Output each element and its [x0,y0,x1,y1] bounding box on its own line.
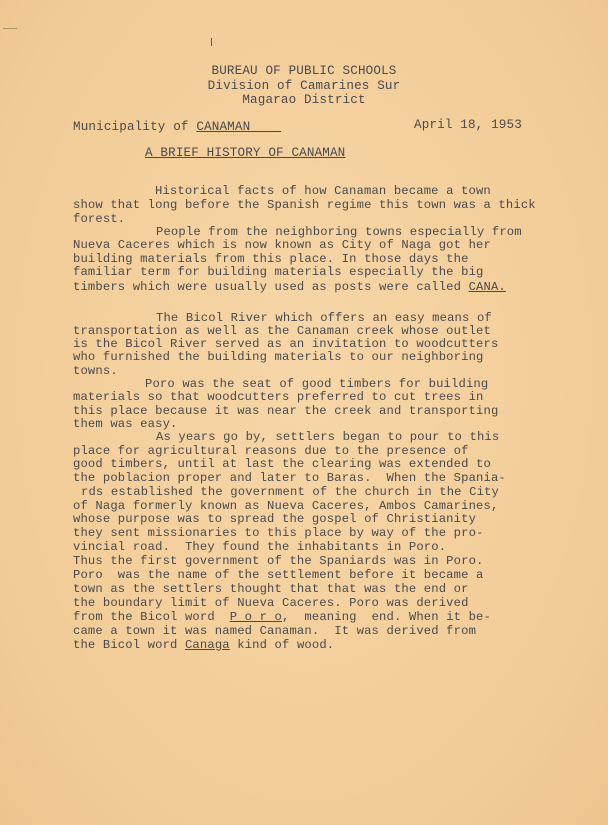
body-line: of Naga formerly known as Nueva Caceres, Ambos Camarines, [73,499,499,513]
body-line: is the Bicol River served as an invitation to woodcutters [73,337,499,351]
municipality-line [73,121,281,134]
body-line: Nueva Caceres which is now known as City of Naga got her [73,238,491,252]
header-bureau: BUREAU OF PUBLIC SCHOOLS [211,64,397,78]
body-line: towns. [73,364,118,378]
term-cana: CANA. [468,280,506,294]
paper-mark [211,38,212,46]
body-line: building materials from this place. In those days the [73,252,469,266]
municipality-name: CANAMAN [196,120,251,134]
body-line: they sent missionaries to this place by way of the pro- [73,526,484,540]
body-line: whose purpose was to spread the gospel of Christianity [73,512,477,526]
body-line: town as the settlers thought that that was the end or [73,582,469,596]
body-line: the poblacion proper and later to Baras. When the Spania- [73,471,506,485]
body-line: rds established the government of the church in the City [81,485,499,499]
body-line: transportation as well as the Canaman creek whose outlet [73,324,491,338]
body-line: the boundary limit of Nueva Caceres. Poro was derived [73,596,469,610]
municipality-label: Municipality of [73,120,197,134]
body-line: Poro was the name of the settlement before it became a [73,568,484,582]
body-line: timbers which were usually used as posts were called CANA. [73,280,506,294]
body-line: People from the neighboring towns especially from [156,225,522,239]
term-canaga: Canaga [184,638,230,652]
body-line: the Bicol word Canaga kind of wood. [73,638,335,652]
document-title: A BRIEF HISTORY OF CANAMAN [145,146,346,160]
header-district: Magarao District [242,93,366,107]
body-line: Thus the first government of the Spaniards was in Poro. [73,554,484,568]
body-line: came a town it was named Canaman. It was derived from [73,624,477,638]
body-line: from the Bicol word P o r o, meaning end. When it be- [73,610,491,624]
document-date: April 18, 1953 [414,118,522,132]
body-line: The Bicol River which offers an easy means of [156,311,492,325]
header-division: Division of Camarines Sur [207,79,401,93]
body-line: Poro was the seat of good timbers for building [145,377,489,391]
body-line: them was easy. [73,417,178,431]
term-poro: P o r o [229,610,282,624]
body-line: show that long before the Spanish regime this town was a thick [73,198,536,212]
body-line: As years go by, settlers began to pour to this [156,430,500,444]
body-line: place for agricultural reasons due to the presence of [73,444,469,458]
body-line: vincial road. They found the inhabitants in Poro. [73,540,447,554]
body-line: forest. [73,212,126,226]
paper-mark [3,28,17,29]
body-line: good timbers, until at last the clearing was extended to [73,457,491,471]
body-line: materials so that woodcutters preferred to cut trees in [73,390,484,404]
body-line: who furnished the building materials to our neighboring [73,350,484,364]
body-line: familiar term for building materials especially the big [73,265,484,279]
body-line: Historical facts of how Canaman became a town [155,184,491,198]
body-line: this place because it was near the creek and transporting [73,404,499,418]
